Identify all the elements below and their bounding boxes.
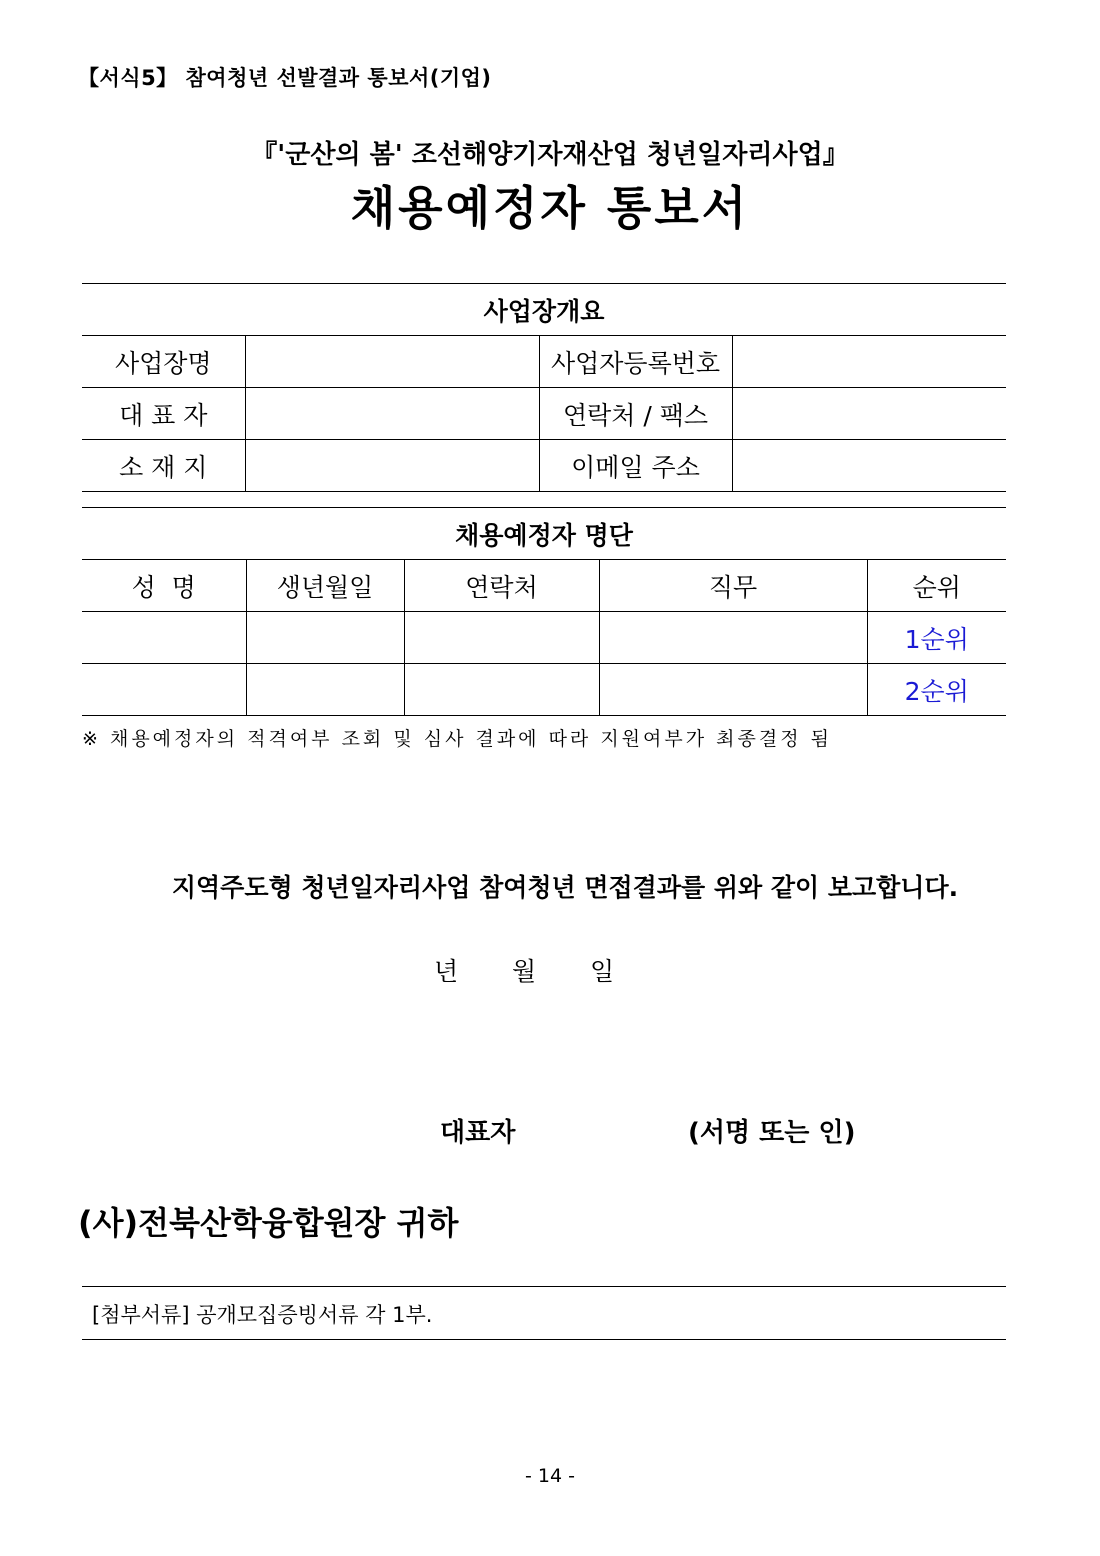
table-row xyxy=(82,664,1006,716)
date-day-label: 일 xyxy=(590,957,615,986)
contact-cell[interactable] xyxy=(404,612,599,664)
contact-fax-label: 연락처 / 팩스 xyxy=(539,388,732,440)
roster-header-row xyxy=(82,560,1006,612)
table-row xyxy=(82,612,1006,664)
attachment-note: [첨부서류] 공개모집증빙서류 각 1부. xyxy=(92,1303,433,1327)
birth-cell[interactable] xyxy=(246,612,404,664)
registration-number-label: 사업자등록번호 xyxy=(539,336,732,388)
column-header: 연락처 xyxy=(404,560,599,612)
name-cell[interactable] xyxy=(82,664,246,716)
job-cell[interactable] xyxy=(599,612,867,664)
rank-cell: 1순위 xyxy=(867,612,1006,664)
email-label: 이메일 주소 xyxy=(539,440,732,492)
contact-fax-field[interactable] xyxy=(732,388,1006,440)
column-header: 생년월일 xyxy=(246,560,404,612)
representative-field[interactable] xyxy=(245,388,539,440)
page-number: - 14 - xyxy=(525,1465,575,1487)
address-field[interactable] xyxy=(245,440,539,492)
roster-heading: 채용예정자 명단 xyxy=(82,508,1006,560)
column-header: 직무 xyxy=(599,560,867,612)
name-cell[interactable] xyxy=(82,612,246,664)
attachment-box xyxy=(82,1286,1006,1340)
document-title: 채용예정자 통보서 xyxy=(350,181,750,235)
contact-cell[interactable] xyxy=(404,664,599,716)
recipient: (사)전북산학융합원장 귀하 xyxy=(78,1204,459,1242)
business-name-label: 사업장명 xyxy=(82,336,245,388)
overview-heading: 사업장개요 xyxy=(82,284,1006,336)
column-header: 순위 xyxy=(867,560,1006,612)
eligibility-note: ※ 채용예정자의 적격여부 조회 및 심사 결과에 따라 지원여부가 최종결정 됨 xyxy=(82,728,832,750)
candidate-roster-table xyxy=(82,507,1006,716)
rank-cell: 2순위 xyxy=(867,664,1006,716)
form-label: 【서식5】 참여청년 선발결과 통보서(기업) xyxy=(78,66,492,90)
date-line xyxy=(0,952,1100,992)
date-month-label: 월 xyxy=(512,957,537,986)
date-year-label: 년 xyxy=(434,957,459,986)
registration-number-field[interactable] xyxy=(732,336,1006,388)
business-name-field[interactable] xyxy=(245,336,539,388)
signature-placeholder: (서명 또는 인) xyxy=(688,1118,856,1148)
address-label: 소 재 지 xyxy=(82,440,245,492)
email-field[interactable] xyxy=(732,440,1006,492)
representative-label: 대 표 자 xyxy=(82,388,245,440)
business-overview-table xyxy=(82,283,1006,492)
column-header: 성 명 xyxy=(82,560,246,612)
representative-signature-label: 대표자 xyxy=(440,1118,516,1148)
report-statement: 지역주도형 청년일자리사업 참여청년 면접결과를 위와 같이 보고합니다. xyxy=(171,873,959,902)
document-subtitle: 『'군산의 봄' 조선해양기자재산업 청년일자리사업』 xyxy=(251,140,849,170)
birth-cell[interactable] xyxy=(246,664,404,716)
job-cell[interactable] xyxy=(599,664,867,716)
